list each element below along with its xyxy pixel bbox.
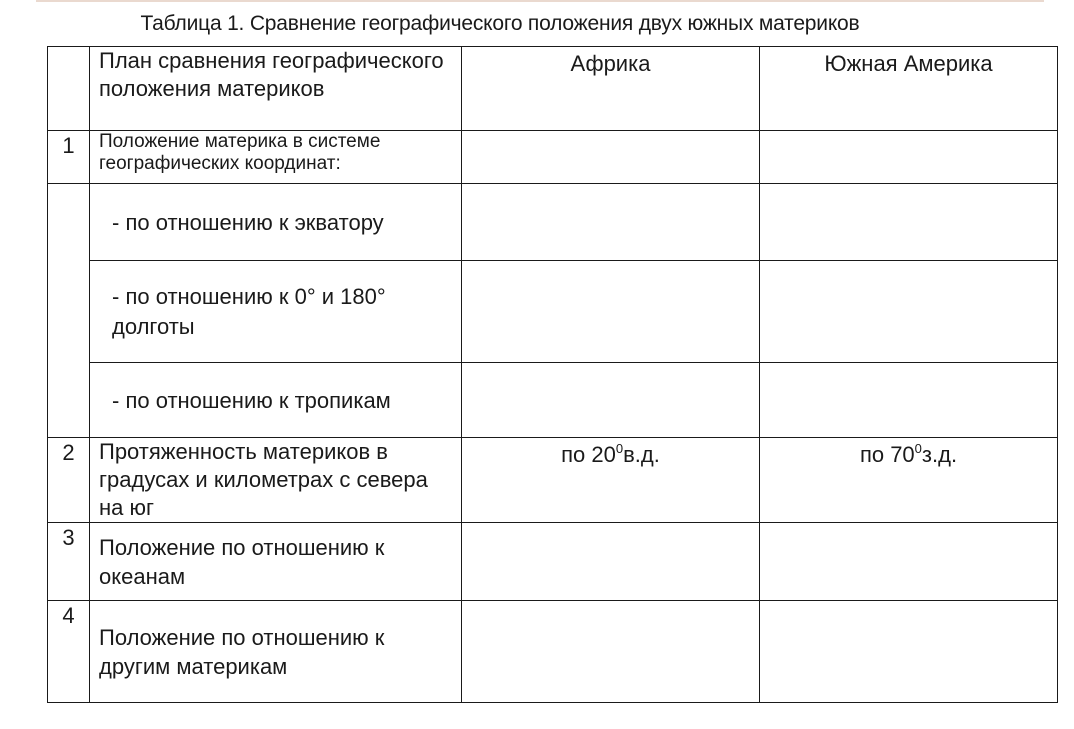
row-africa[interactable] bbox=[462, 131, 760, 184]
row-africa[interactable] bbox=[462, 184, 760, 261]
row-plan: - по отношению к тропикам bbox=[90, 363, 462, 438]
table-row bbox=[48, 184, 1058, 261]
row-africa[interactable] bbox=[462, 438, 760, 523]
row-plan: - по отношению к 0° и 180° долготы bbox=[90, 261, 462, 363]
row-number: 3 bbox=[48, 523, 90, 601]
table-row bbox=[48, 438, 1058, 523]
row-south-america[interactable] bbox=[760, 363, 1058, 438]
row-south-america[interactable] bbox=[760, 184, 1058, 261]
row-south-america[interactable] bbox=[760, 523, 1058, 601]
row-plan: Положение материка в системе географических координат: bbox=[90, 131, 462, 184]
row-plan: Протяженность материков в градусах и километрах с севера на юг bbox=[90, 438, 462, 523]
comparison-table bbox=[47, 46, 1058, 703]
degree-superscript: 0 bbox=[914, 441, 922, 456]
africa-value-suffix: в.д. bbox=[623, 442, 660, 467]
row-plan: Положение по отношению к другим материкам bbox=[90, 601, 462, 703]
row-south-america[interactable] bbox=[760, 261, 1058, 363]
header-africa-cell: Африка bbox=[462, 47, 760, 131]
table-caption: Таблица 1. Сравнение географического положения двух южных материков bbox=[140, 12, 860, 35]
row-africa[interactable] bbox=[462, 261, 760, 363]
top-divider bbox=[36, 0, 1044, 2]
row-plan: Положение по отношению к океанам bbox=[90, 523, 462, 601]
degree-superscript: 0 bbox=[615, 441, 624, 456]
table-row bbox=[48, 363, 1058, 438]
table-header-row bbox=[48, 47, 1058, 131]
south-america-value-suffix: з.д. bbox=[921, 442, 958, 467]
table-row bbox=[48, 601, 1058, 703]
row-africa[interactable] bbox=[462, 363, 760, 438]
table-row bbox=[48, 131, 1058, 184]
row-africa[interactable] bbox=[462, 523, 760, 601]
header-plan-cell: План сравнения географического положения материков bbox=[90, 47, 462, 131]
row-africa[interactable] bbox=[462, 601, 760, 703]
table-row bbox=[48, 523, 1058, 601]
row-south-america[interactable] bbox=[760, 601, 1058, 703]
table-row bbox=[48, 261, 1058, 363]
header-num-cell bbox=[48, 47, 90, 131]
row-number: 4 bbox=[48, 601, 90, 703]
row-plan: - по отношению к экватору bbox=[90, 184, 462, 261]
row-number: 1 bbox=[48, 131, 90, 184]
header-south-america-cell: Южная Америка bbox=[760, 47, 1058, 131]
south-america-value-prefix: по 70 bbox=[859, 442, 915, 467]
row-south-america[interactable] bbox=[760, 438, 1058, 523]
row-number: 2 bbox=[48, 438, 90, 523]
africa-value-prefix: по 20 bbox=[561, 442, 616, 467]
row-number-merged bbox=[48, 184, 90, 438]
row-south-america[interactable] bbox=[760, 131, 1058, 184]
